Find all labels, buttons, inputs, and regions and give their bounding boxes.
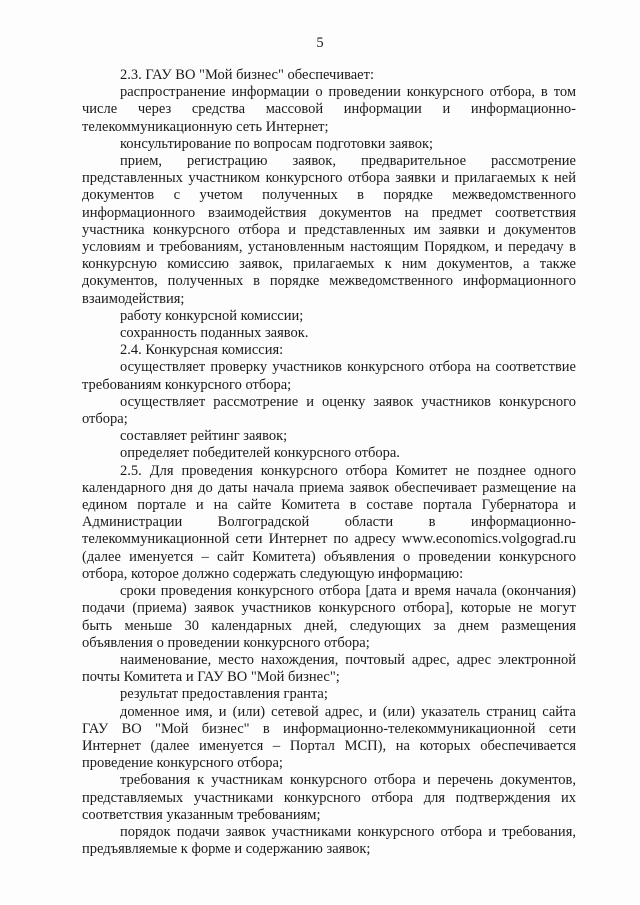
paragraph: доменное имя, и (или) сетевой адрес, и (или) указатель страниц сайта ГАУ ВО "Мой бизнес" в информационно-телекоммуникационной сети Интернет (далее именуется – Портал МСП), на которых обеспечивается проведение конкурсного отбора; [82, 703, 576, 772]
paragraph: наименование, место нахождения, почтовый адрес, адрес электронной почты Комитета и ГАУ ВО "Мой бизнес"; [82, 651, 576, 686]
paragraph: 2.4. Конкурсная комиссия: [120, 342, 284, 359]
paragraph: сохранность поданных заявок. [120, 325, 309, 342]
paragraph: прием, регистрацию заявок, предварительное рассмотрение представленных участником конкурсного отбора заявки и прилагаемых к ней документов с учетом полученных в порядке межведомственного информационного взаимодействия документов на предмет соответствия участника конкурсного отбора и представленных им заявки и документов условиям и требованиям, установленным настоящим Порядком, и передачу в конкурсную комиссию заявок, прилагаемых к ним документов, а также документов, полученных в порядке межведомственного информационного взаимодействия; [82, 153, 576, 307]
paragraph: 2.5. Для проведения конкурсного отбора Комитет не позднее одного календарного дня до даты начала приема заявок обеспечивает размещение на едином портале и на сайте Комитета в составе портала Губернатора и Администрации Волгоградской области в информационно-телекоммуникационной сети Интернет по адресу www.economics.volgograd.ru (далее именуется – сайт Комитета) объявления о проведении конкурсного отбора, которое должно содержать следующую информацию: [82, 462, 576, 582]
paragraph: осуществляет проверку участников конкурсного отбора на соответствие требованиям конкурсного отбора; [82, 359, 576, 393]
page-number: 5 [316, 35, 324, 51]
paragraph: сроки проведения конкурсного отбора [дата и время начала (окончания) подачи (приема) заявок участников конкурсного отбора], которые не могут быть меньше 30 календарных дней, следующих за днем размещения объявления о проведении конкурсного отбора; [82, 583, 576, 651]
paragraph: осуществляет рассмотрение и оценку заявок участников конкурсного отбора; [82, 393, 576, 428]
paragraph: работу конкурсной комиссии; [120, 307, 304, 324]
paragraph: требования к участникам конкурсного отбора и перечень документов, представляемых участниками конкурсного отбора для подтверждения их соответствия указанным требованиям; [82, 772, 576, 823]
document-body [82, 67, 576, 858]
paragraph: результат предоставления гранта; [120, 686, 328, 703]
paragraph: распространение информации о проведении конкурсного отбора, в том числе через средства массовой информации и информационно-телекоммуникационную сеть Интернет; [82, 84, 576, 135]
paragraph: составляет рейтинг заявок; [120, 428, 288, 445]
paragraph: 2.3. ГАУ ВО "Мой бизнес" обеспечивает: [120, 67, 374, 83]
paragraph: консультирование по вопросам подготовки заявок; [120, 135, 434, 152]
paragraph: порядок подачи заявок участниками конкурсного отбора и требования, предъявляемые к форме и содержанию заявок; [82, 823, 576, 858]
paragraph: определяет победителей конкурсного отбора. [120, 445, 400, 462]
